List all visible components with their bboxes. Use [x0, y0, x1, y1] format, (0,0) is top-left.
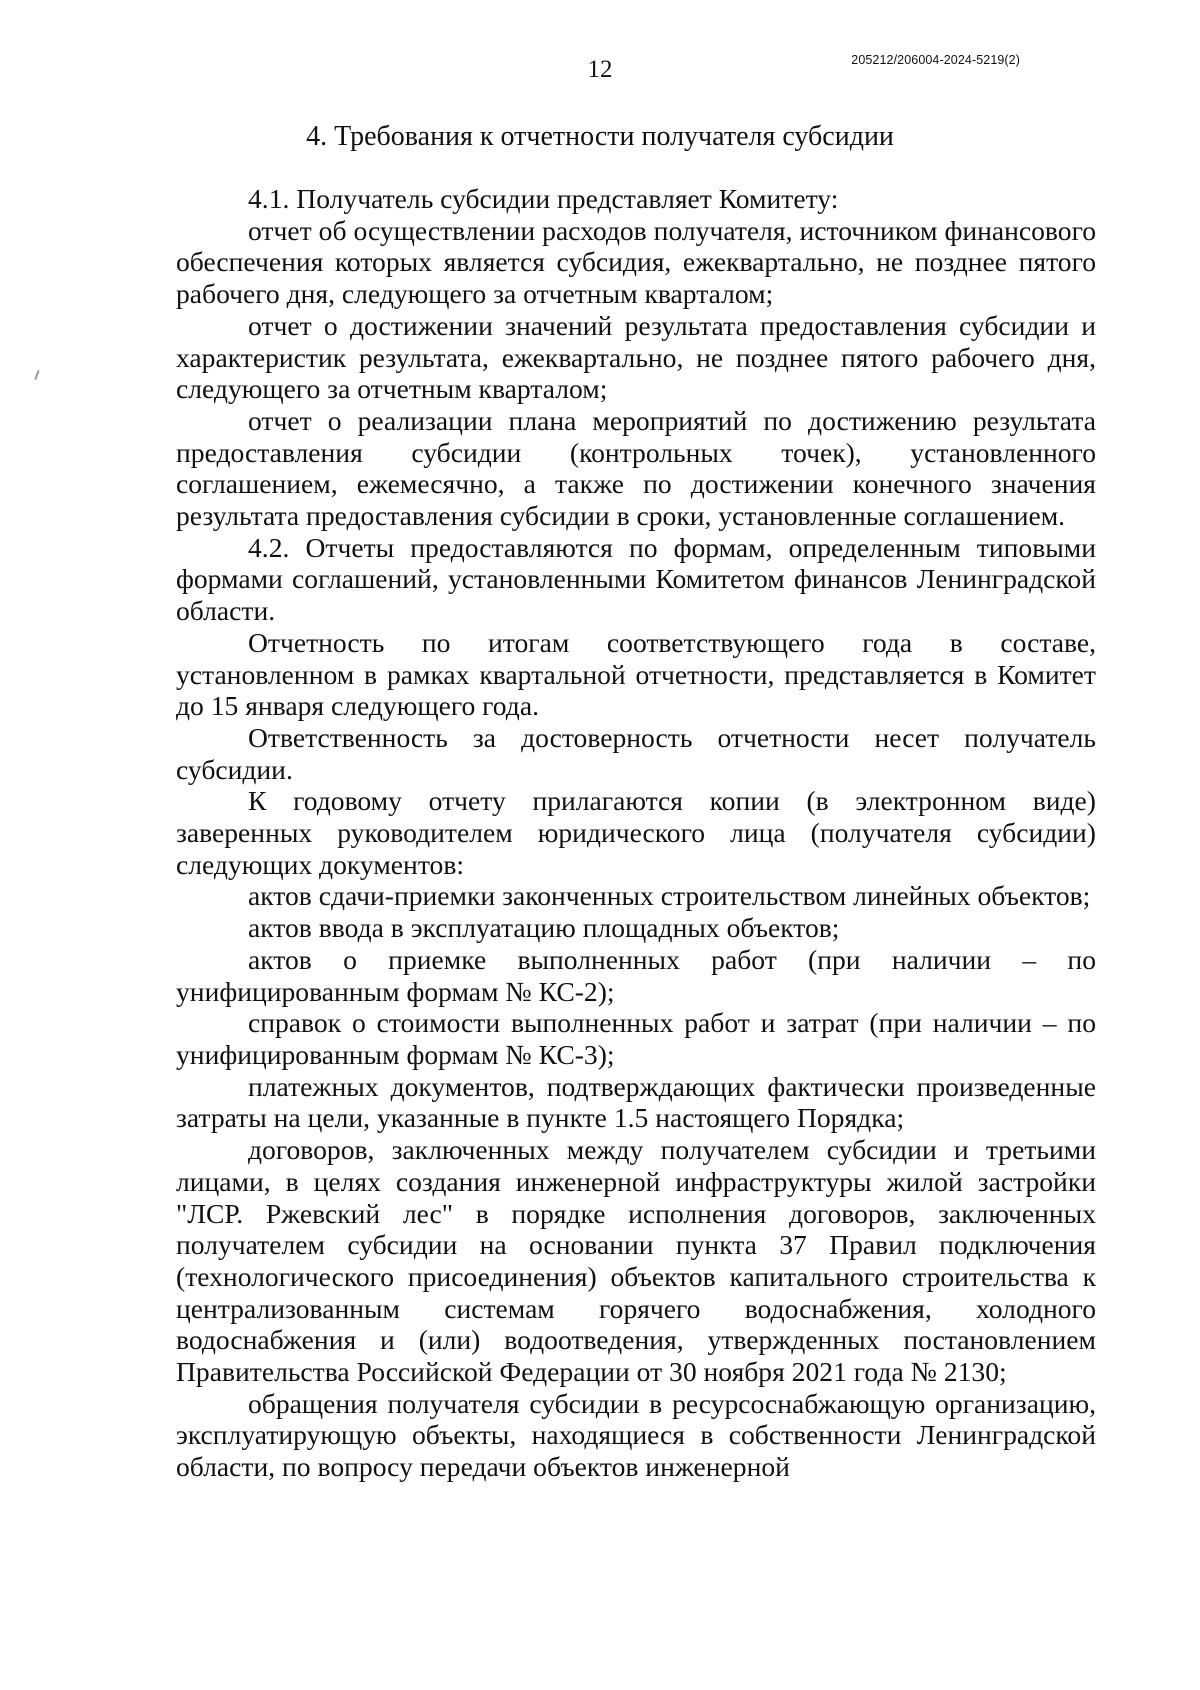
- document-body: [176, 183, 1096, 1483]
- paragraph: актов о приемке выполненных работ (при наличии – по унифицированным формам № КС-2);: [176, 943, 1096, 1007]
- scan-speck: [34, 370, 39, 380]
- paragraph-4-2: 4.2. Отчеты предоставляются по формам, определенным типовыми формами соглашений, установленными Комитетом финансов Ленинградской области.: [176, 531, 1096, 627]
- paragraph: отчет об осуществлении расходов получателя, источником финансового обеспечения которых является субсидия, ежеквартально, не позднее пятого рабочего дня, следующего за отчетным кварталом;: [176, 214, 1096, 310]
- paragraph: отчет о реализации плана мероприятий по достижению результата предоставления субсидии (контрольных точек), установленного соглашением, ежемесячно, а также по достижении конечного значения результата предоставления субсидии в сроки, установленные соглашением.: [176, 404, 1096, 532]
- paragraph: актов сдачи-приемки законченных строительством линейных объектов;: [248, 880, 1091, 912]
- paragraph: обращения получателя субсидии в ресурсоснабжающую организацию, эксплуатирующую объекты, находящиеся в собственности Ленинградской области, по вопросу передачи объектов инженерной: [176, 1387, 1096, 1483]
- paragraph: Отчетность по итогам соответствующего года в составе, установленном в рамках квартальной отчетности, представляется в Комитет до 15 января следующего года.: [176, 626, 1096, 722]
- paragraph: отчет о достижении значений результата предоставления субсидии и характеристик результата, ежеквартально, не позднее пятого рабочего дня, следующего за отчетным кварталом;: [176, 309, 1096, 405]
- paragraph: справок о стоимости выполненных работ и затрат (при наличии – по унифицированным формам № КС-3);: [176, 1007, 1096, 1070]
- page-number: 12: [587, 56, 613, 83]
- paragraph: платежных документов, подтверждающих фактически произведенные затраты на цели, указанные в пункте 1.5 настоящего Порядка;: [176, 1070, 1096, 1134]
- paragraph: Ответственность за достоверность отчетности несет получатель субсидии.: [176, 721, 1096, 785]
- document-code: 205212/206004-2024-5219(2): [851, 53, 1020, 67]
- paragraph-4-1: 4.1. Получатель субсидии представляет Комитету:: [248, 183, 839, 214]
- paragraph: актов ввода в эксплуатацию площадных объектов;: [248, 912, 840, 944]
- paragraph: договоров, заключенных между получателем субсидии и третьими лицами, в целях создания инженерной инфраструктуры жилой застройки "ЛСР. Ржевский лес" в порядке исполнения договоров, заключенных получателем субсидии на основании пункта 37 Правил подключения (технологического присоединения) объектов капитального строительства к централизованным системам горячего водоснабжения, холодного водоснабжения и (или) водоотведения, утвержденных постановлением Правительства Российской Федерации от 30 ноября 2021 года № 2130;: [176, 1134, 1096, 1388]
- section-title: 4. Требования к отчетности получателя субсидии: [306, 121, 894, 152]
- paragraph: К годовому отчету прилагаются копии (в электронном виде) заверенных руководителем юридического лица (получателя субсидии) следующих документов:: [176, 785, 1096, 880]
